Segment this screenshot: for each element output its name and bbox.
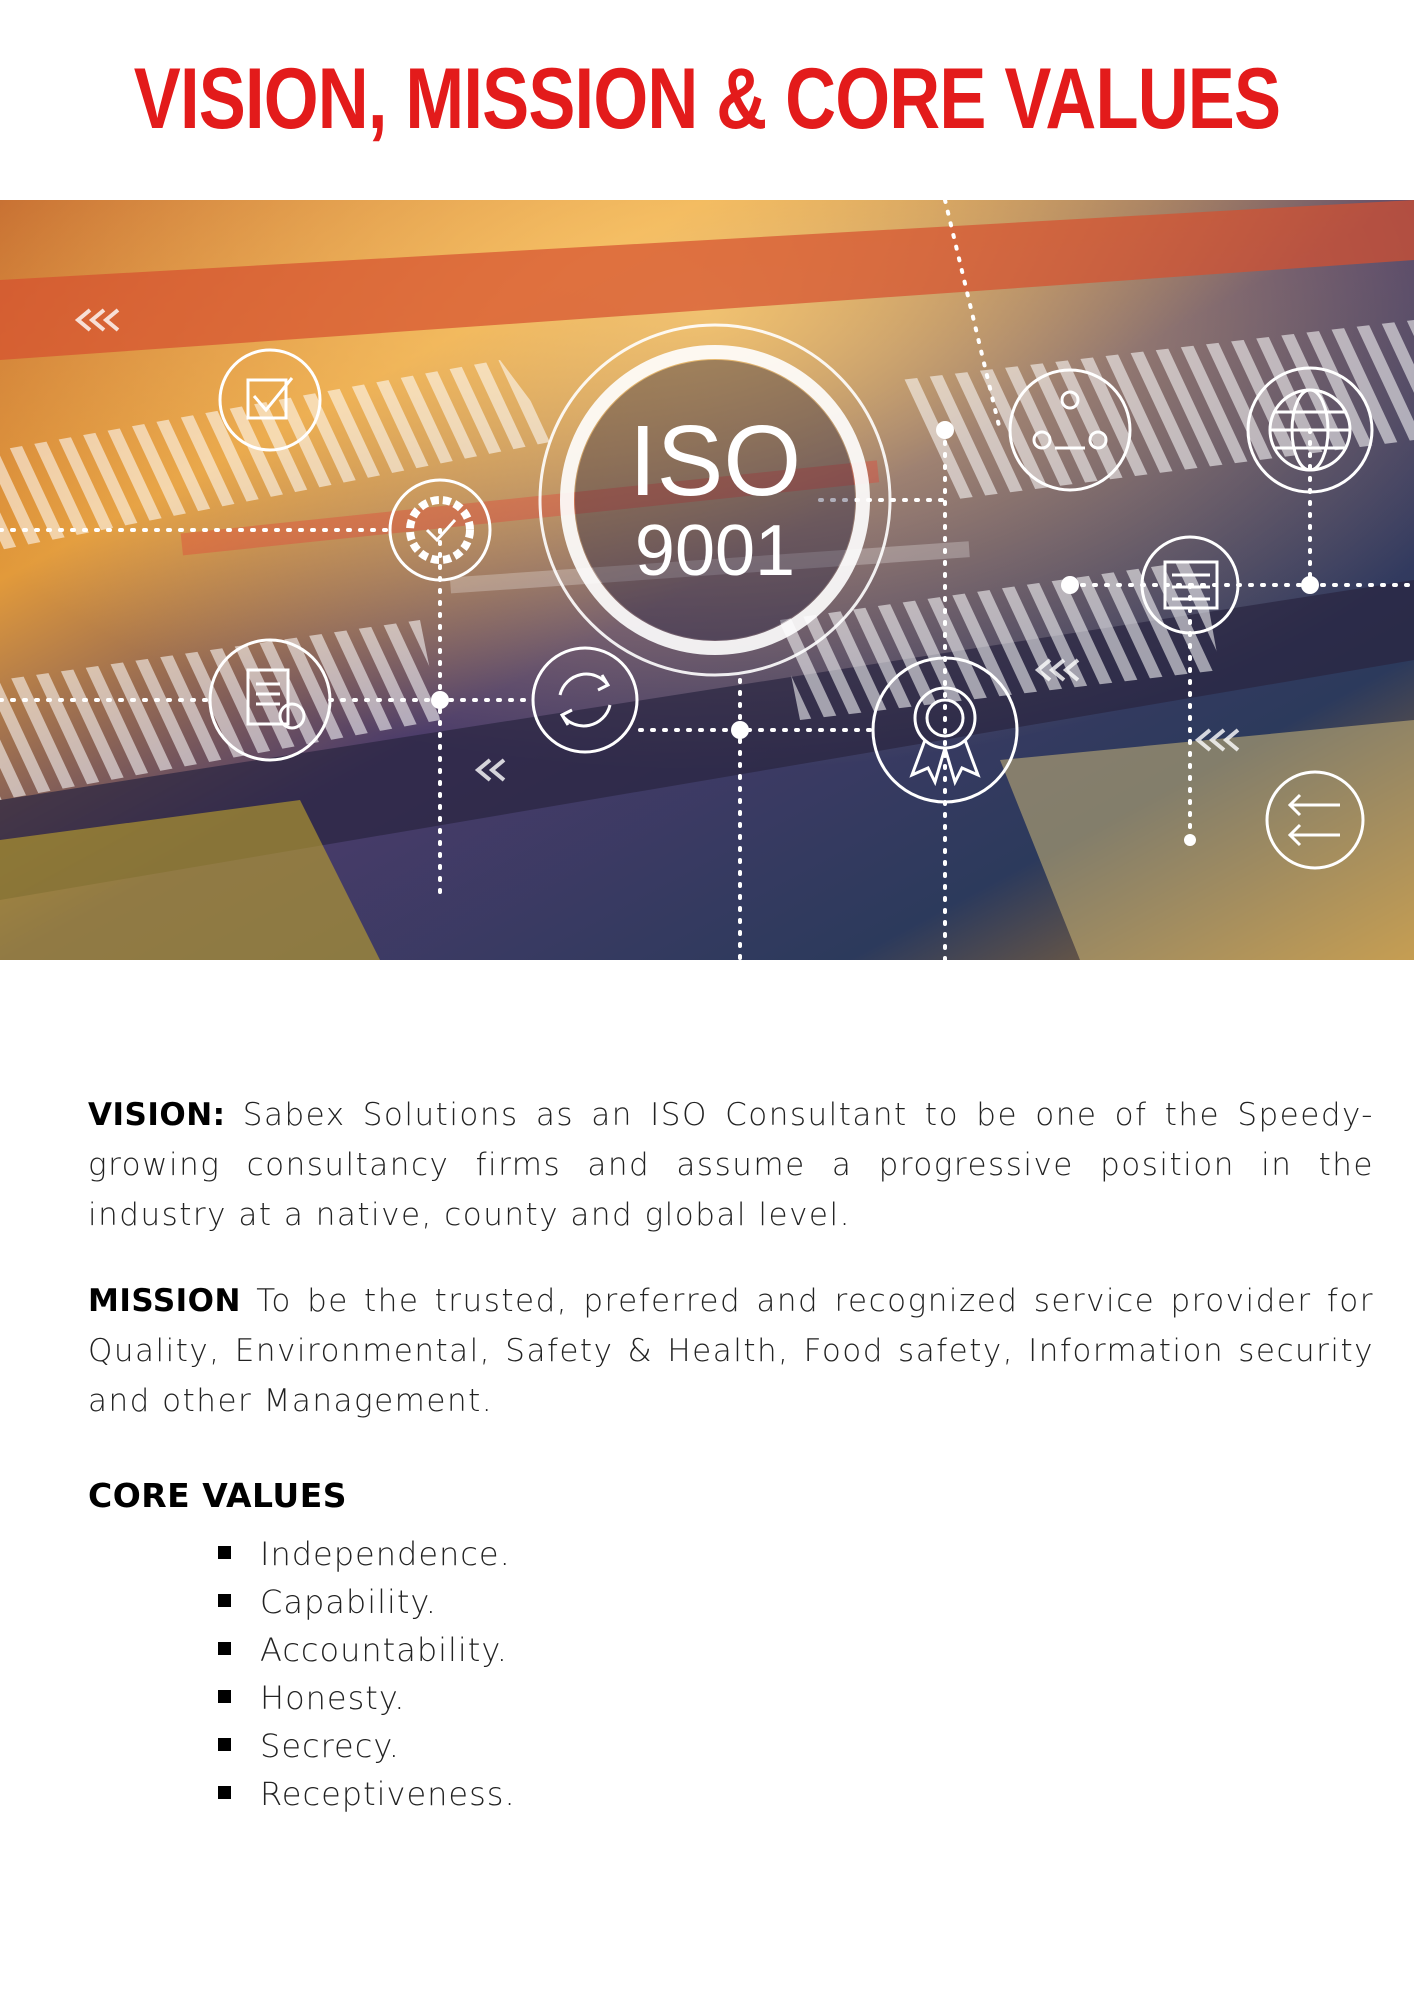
- list-item: [218, 1722, 1374, 1770]
- list-item: [218, 1674, 1374, 1722]
- bullet-icon: [218, 1690, 231, 1703]
- mission-label: MISSION: [88, 1283, 241, 1319]
- bullet-icon: [218, 1642, 231, 1655]
- list-item: [218, 1530, 1374, 1578]
- list-item-label: Independence.: [260, 1535, 511, 1573]
- iso-label: ISO: [628, 405, 802, 517]
- bullet-icon: [218, 1594, 231, 1607]
- list-item-label: Capability.: [260, 1583, 437, 1621]
- bullet-icon: [218, 1738, 231, 1751]
- core-values-list: [88, 1530, 1374, 1818]
- mission-text: To be the trusted, preferred and recognized service provider for Quality, Environmental, Safety & Health, Food safety, Information security and other Management.: [88, 1283, 1374, 1419]
- page-title: VISION, MISSION & CORE VALUES: [133, 51, 1281, 147]
- bullet-icon: [218, 1786, 231, 1799]
- hero-image: [0, 200, 1414, 960]
- list-item: [218, 1626, 1374, 1674]
- bullet-icon: [218, 1546, 231, 1559]
- list-item-label: Secrecy.: [260, 1727, 400, 1765]
- list-item: [218, 1578, 1374, 1626]
- mission-paragraph: [88, 1276, 1374, 1426]
- list-item-label: Honesty.: [260, 1679, 406, 1717]
- vision-text: Sabex Solutions as an ISO Consultant to be one of the Speedy-growing consultancy firms and assume a progressive position in the industry at a native, county and global level.: [88, 1097, 1374, 1233]
- vision-paragraph: [88, 1090, 1374, 1240]
- core-values-heading: CORE VALUES: [88, 1476, 348, 1515]
- iso-number: 9001: [634, 511, 796, 591]
- list-item: [218, 1770, 1374, 1818]
- vision-label: VISION:: [88, 1097, 226, 1133]
- content-area: [88, 1090, 1374, 1818]
- list-item-label: Accountability.: [260, 1631, 508, 1669]
- list-item-label: Receptiveness.: [260, 1775, 516, 1813]
